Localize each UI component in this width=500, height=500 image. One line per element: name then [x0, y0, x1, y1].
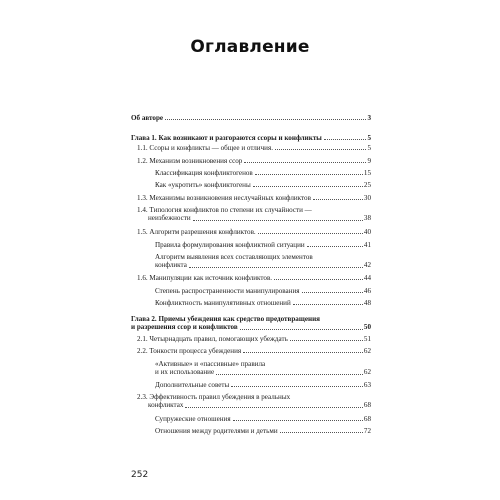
- dot-leader: [193, 220, 363, 221]
- dot-leader: [253, 186, 363, 187]
- toc-page-number: 46: [363, 287, 371, 295]
- toc-entry-title: Супружеские отношения: [155, 415, 231, 423]
- toc-page-number: 9: [367, 157, 371, 165]
- toc-entry-title: Глава 1. Как возникают и разгораются ссоры и конфликты: [131, 134, 322, 142]
- dot-leader: [216, 374, 363, 375]
- toc-entry-about-author[interactable]: [131, 114, 371, 122]
- dot-leader: [290, 340, 363, 341]
- toc-page-number: 48: [363, 299, 371, 307]
- toc-page-number: 72: [363, 427, 371, 435]
- toc-entry-title: Об авторе: [131, 114, 164, 122]
- toc-entry-title: 1.5. Алгоритм разрешения конфликтов.: [137, 228, 256, 236]
- dot-leader: [293, 304, 363, 305]
- dot-leader: [255, 174, 363, 175]
- dot-leader: [243, 352, 363, 353]
- toc-entry-title-cont: конфликтах: [148, 401, 184, 410]
- toc-entry-taming-conflictogens[interactable]: [131, 181, 371, 189]
- toc-page-number: 44: [363, 274, 371, 282]
- toc-page-number: 5: [367, 134, 371, 142]
- toc-entry-manipulation-prevalence[interactable]: [131, 287, 371, 295]
- toc-entry-situation-rules[interactable]: [131, 241, 371, 249]
- toc-entry-spousal-relations[interactable]: [131, 415, 371, 423]
- toc-entry-title: «Активные» и «пассивные» правила: [155, 360, 266, 368]
- toc-entry-title: 1.2. Механизм возникновения ссор: [137, 157, 243, 165]
- toc-entry-2-3[interactable]: [131, 393, 371, 410]
- toc-entry-1-1[interactable]: [131, 144, 371, 152]
- toc-entry-manipulative-conflict[interactable]: [131, 299, 371, 307]
- toc-entry-elements-algorithm[interactable]: [131, 253, 371, 270]
- toc-entry-conflictogen-classification[interactable]: [131, 169, 371, 177]
- dot-leader: [240, 329, 363, 330]
- toc-page-number: 41: [363, 241, 371, 249]
- toc-page-number: 62: [363, 368, 371, 377]
- toc-entry-title: 1.4. Типология конфликтов по степени их случайности —: [137, 206, 312, 214]
- toc-entry-2-2[interactable]: [131, 347, 371, 355]
- toc-page-number: 30: [363, 194, 371, 202]
- toc-entry-title: 2.1. Четырнадцать правил, помогающих убеждать: [137, 335, 288, 343]
- dot-leader: [244, 162, 366, 163]
- toc-page-number: 40: [363, 228, 371, 236]
- dot-leader: [258, 233, 363, 234]
- toc-page-number: 68: [363, 415, 371, 423]
- dot-leader: [275, 149, 366, 150]
- dot-leader: [185, 407, 362, 408]
- dot-leader: [307, 246, 363, 247]
- toc-entry-chapter-1[interactable]: [131, 134, 371, 142]
- toc-entry-parents-children[interactable]: [131, 427, 371, 435]
- toc-entry-title: Правила формулирования конфликтной ситуации: [155, 241, 305, 249]
- toc-entry-title-cont: конфликта: [155, 261, 187, 270]
- dot-leader: [233, 420, 363, 421]
- toc-entry-title: 1.6. Манипуляции как источник конфликтов.: [137, 274, 273, 282]
- toc-entry-2-1[interactable]: [131, 335, 371, 343]
- toc-page-number: 63: [363, 381, 371, 389]
- dot-leader: [231, 386, 363, 387]
- dot-leader: [313, 199, 363, 200]
- toc-entry-1-4[interactable]: [131, 206, 371, 223]
- toc-entry-title: 2.3. Эффективность правил убеждения в реальных: [137, 393, 291, 401]
- dot-leader: [302, 292, 363, 293]
- toc-entry-title: Конфликтность манипулятивных отношений: [155, 299, 291, 307]
- toc-entry-title: Степень распространенности манипулирования: [155, 287, 300, 295]
- toc-entry-chapter-2[interactable]: [131, 315, 371, 332]
- toc-page-number: 3: [367, 114, 371, 122]
- toc-entry-title: 1.1. Ссоры и конфликты — общее и отличия.: [137, 144, 273, 152]
- toc-entry-title: 2.2. Тонкости процесса убеждения: [137, 347, 242, 355]
- toc-entry-title: Как «укротить» конфликтогены: [155, 181, 251, 189]
- dot-leader: [189, 267, 363, 268]
- toc-entry-title-cont: и их использование: [155, 368, 215, 377]
- toc-page-number: 38: [363, 214, 371, 223]
- dot-leader: [280, 432, 363, 433]
- toc-entry-1-3[interactable]: [131, 194, 371, 202]
- toc-entry-title-cont: неизбежности: [148, 214, 191, 223]
- toc-entry-1-5[interactable]: [131, 228, 371, 236]
- toc-page-number: 50: [363, 323, 371, 332]
- toc-page-number: 15: [363, 169, 371, 177]
- toc-entry-title: Алгоритм выявления всех составляющих элементов: [155, 253, 313, 261]
- toc-page-number: 5: [367, 144, 371, 152]
- toc-page-number: 62: [363, 347, 371, 355]
- toc-entry-extra-tips[interactable]: [131, 381, 371, 389]
- toc-entry-1-2[interactable]: [131, 157, 371, 165]
- dot-leader: [274, 279, 363, 280]
- toc-page-number: 68: [363, 401, 371, 410]
- toc-entry-title-cont: и разрешения ссор и конфликтов: [131, 323, 238, 332]
- toc-entry-title: Дополнительные советы: [155, 381, 230, 389]
- toc-page-number: 25: [363, 181, 371, 189]
- toc-entry-title: Классификация конфликтогенов: [155, 169, 253, 177]
- page-number-footer: 252: [131, 470, 149, 480]
- toc-entry-title: Отношения между родителями и детьми: [155, 427, 278, 435]
- toc-entry-title: 1.3. Механизмы возникновения неслучайных конфликтов: [137, 194, 311, 202]
- toc-entry-1-6[interactable]: [131, 274, 371, 282]
- toc-entry-active-passive-rules[interactable]: [131, 360, 371, 377]
- dot-leader: [324, 139, 367, 140]
- toc-entry-title: Глава 2. Приемы убеждения как средство предотвращения: [131, 315, 320, 323]
- toc-page-number: 51: [363, 335, 371, 343]
- dot-leader: [165, 119, 366, 120]
- page-title: Оглавление: [190, 37, 310, 57]
- toc-page-number: 42: [363, 261, 371, 270]
